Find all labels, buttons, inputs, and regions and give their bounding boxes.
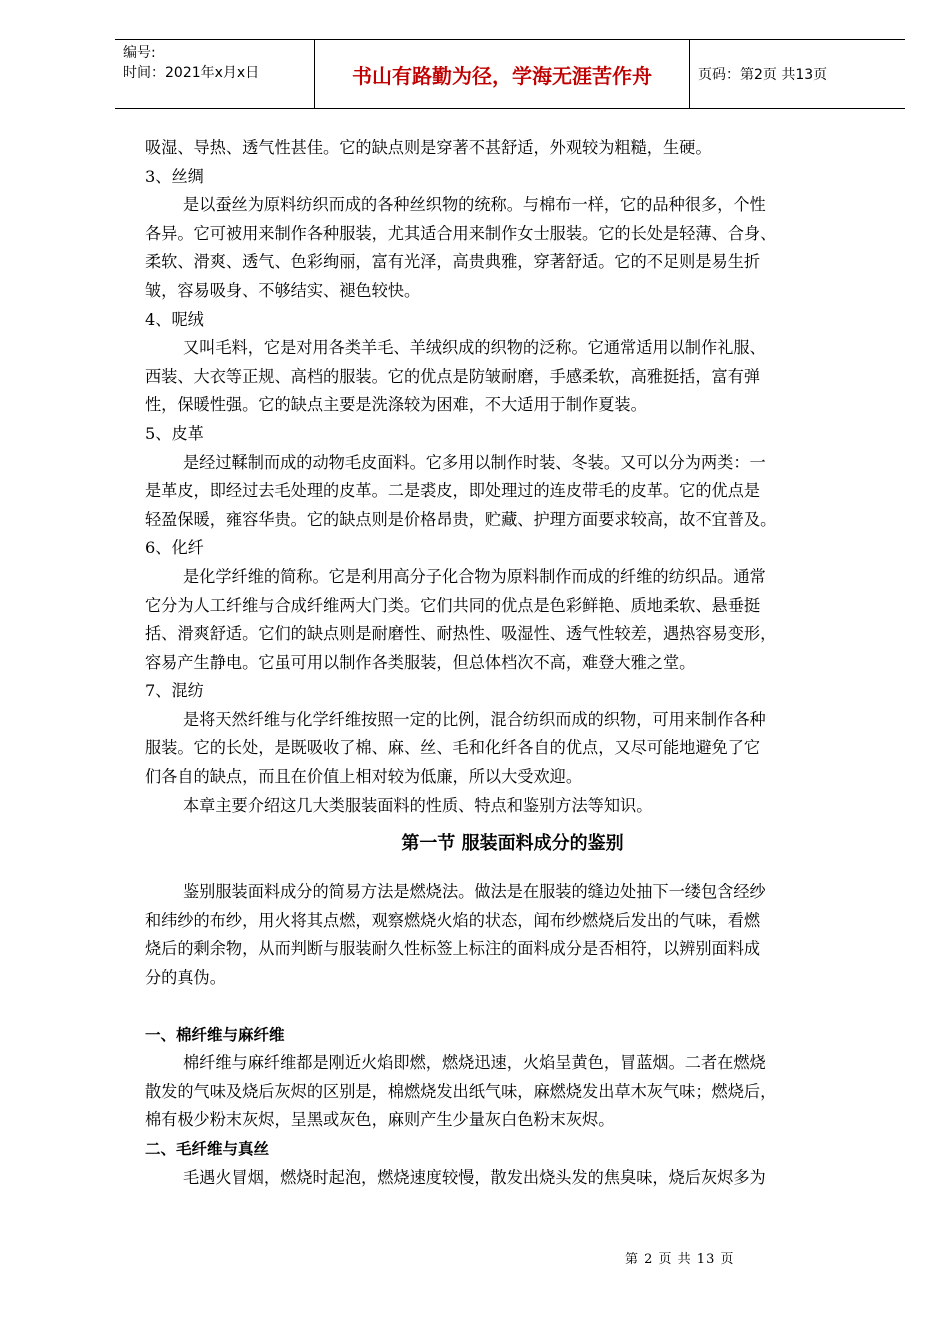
paragraph-line: 又叫毛料，它是对用各类羊毛、羊绒织成的织物的泛称。它通常适用以制作礼服、 [183,338,766,358]
item-heading-blend: 7、混纺 [145,681,204,701]
header-motto: 书山有路勤为径，学海无涯苦作舟 [315,40,690,108]
document-number: 编号: [123,45,156,61]
document-body [145,134,880,1192]
item-heading-synthetic: 6、化纤 [145,538,204,558]
paragraph-line: 服装。它的长处，是既吸收了棉、麻、丝、毛和化纤各自的优点，又尽可能地避免了它 [145,738,761,758]
paragraph-line: 分的真伪。 [145,968,226,988]
paragraph-line: 是化学纤维的简称。它是利用高分子化合物为原料制作而成的纤维的纺织品。通常 [183,566,766,586]
paragraph-line: 容易产生静电。它虽可用以制作各类服装，但总体档次不高，难登大雅之堂。 [145,652,696,672]
paragraph-line: 括、滑爽舒适。它们的缺点则是耐磨性、耐热性、吸湿性、透气性较差，遇热容易变形， [145,624,777,644]
paragraph-line: 吸湿、导热、透气性甚佳。它的缺点则是穿著不甚舒适，外观较为粗糙，生硬。 [145,138,712,157]
page-footer: 第 2 页 共 13 页 [625,1252,735,1267]
header-page-info: 页码：第2页 共13页 [698,67,828,83]
paragraph-line: 它分为人工纤维与合成纤维两大门类。它们共同的优点是色彩鲜艳、质地柔软、悬垂挺 [145,595,761,615]
paragraph-line: 是经过鞣制而成的动物毛皮面料。它多用以制作时装、冬装。又可以分为两类：一 [183,452,766,472]
document-time: 时间：2021年x月x日 [123,65,260,81]
paragraph-line: 是革皮，即经过去毛处理的皮革。二是裘皮，即处理过的连皮带毛的皮革。它的优点是 [145,481,761,501]
paragraph-line: 柔软、滑爽、透气、色彩绚丽，富有光泽，高贵典雅，穿著舒适。它的不足则是易生折 [145,252,761,272]
paragraph-line: 毛遇火冒烟，燃烧时起泡，燃烧速度较慢，散发出烧头发的焦臭味，烧后灰烬多为 [183,1167,766,1187]
subsection-title-wool-silk: 二、毛纤维与真丝 [145,1140,270,1158]
paragraph-line: 棉纤维与麻纤维都是刚近火焰即燃，燃烧迅速，火焰呈黄色，冒蓝烟。二者在燃烧 [183,1053,766,1073]
paragraph-line: 和纬纱的布纱，用火将其点燃，观察燃烧火焰的状态，闻布纱燃烧后发出的气味，看燃 [145,910,761,930]
item-heading-silk: 3、丝绸 [145,166,204,186]
section-title: 第一节 服装面料成分的鉴别 [401,833,624,855]
paragraph-line: 鉴别服装面料成分的简易方法是燃烧法。做法是在服装的缝边处抽下一缕包含经纱 [183,882,766,902]
paragraph-line: 们各自的缺点，而且在价值上相对较为低廉，所以大受欢迎。 [145,767,583,787]
page-header [115,39,905,109]
paragraph-line: 棉有极少粉末灰烬，呈黑或灰色，麻则产生少量灰白色粉末灰烬。 [145,1110,615,1130]
paragraph-line: 皱，容易吸身、不够结实、褪色较快。 [145,280,421,300]
header-meta [115,40,315,108]
paragraph-line: 烧后的剩余物，从而判断与服装耐久性标签上标注的面料成分是否相符，以辨别面料成 [145,939,761,959]
subsection-title-cotton-linen: 一、棉纤维与麻纤维 [145,1025,285,1044]
item-heading-wool: 4、呢绒 [145,309,204,329]
paragraph-line: 散发的气味及烧后灰烬的区别是，棉燃烧发出纸气味，麻燃烧发出草木灰气味；燃烧后， [145,1081,777,1101]
item-heading-leather: 5、皮革 [145,423,204,443]
paragraph-line: 是以蚕丝为原料纺织而成的各种丝织物的统称。与棉布一样，它的品种很多，个性 [183,195,766,215]
paragraph-line: 性，保暖性强。它的缺点主要是洗涤较为困难，不大适用于制作夏装。 [145,395,647,415]
chapter-note: 本章主要介绍这几大类服装面料的性质、特点和鉴别方法等知识。 [183,795,653,815]
paragraph-line: 各异。它可被用来制作各种服装，尤其适合用来制作女士服装。它的长处是轻薄、合身、 [145,223,777,243]
paragraph-line: 是将天然纤维与化学纤维按照一定的比例，混合纺织而成的织物，可用来制作各种 [183,709,766,729]
paragraph-line: 西装、大衣等正规、高档的服装。它的优点是防皱耐磨，手感柔软，高雅挺括，富有弹 [145,366,761,386]
paragraph-line: 轻盈保暖，雍容华贵。它的缺点则是价格昂贵，贮藏、护理方面要求较高，故不宜普及。 [145,509,777,529]
